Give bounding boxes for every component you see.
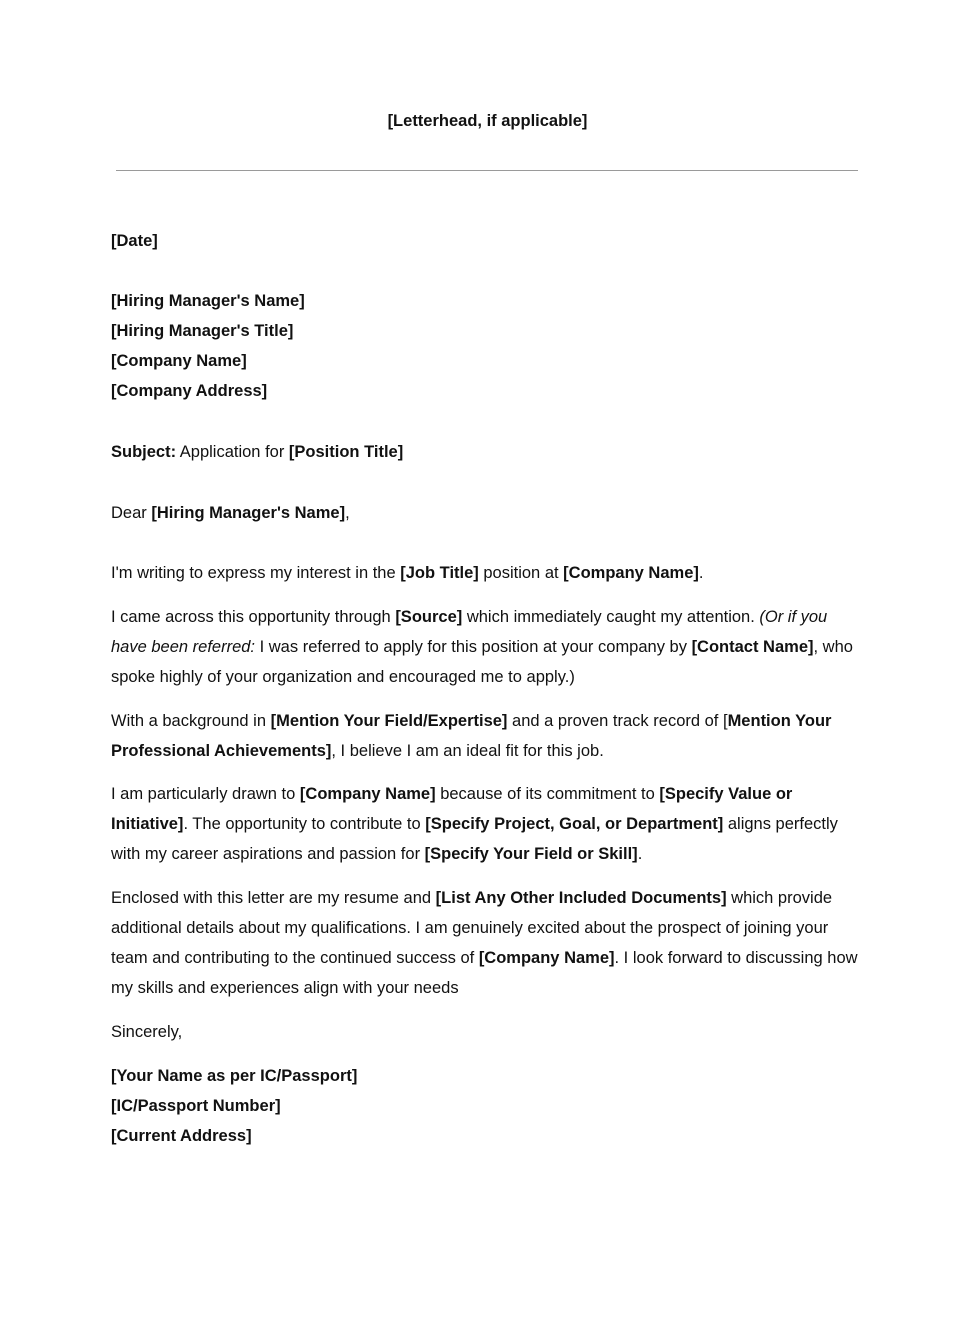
closing-block — [111, 1017, 861, 1047]
paragraph-2 — [111, 602, 861, 692]
salutation-dear: Dear — [111, 504, 152, 522]
p3-text-a: With a background in — [111, 712, 271, 730]
closing: Sincerely, — [111, 1023, 183, 1041]
salutation-name: [Hiring Manager's Name] — [151, 504, 346, 522]
paragraph-1 — [111, 558, 861, 588]
p4-text-e: . — [637, 845, 643, 863]
p3-achievements: Mention Your Professional Achievements] — [111, 712, 832, 760]
p4-company: [Company Name] — [299, 785, 436, 803]
p3-field: [Mention Your Field/Expertise] — [270, 712, 508, 730]
date: [Date] — [111, 232, 158, 250]
p5-text-c: . I look forward to discussing how my skills and experiences align with your needs — [111, 949, 858, 997]
salutation — [111, 498, 861, 528]
subject-text: Application for — [176, 443, 289, 461]
paragraph-4 — [111, 779, 861, 869]
p2-text-b: which immediately caught my attention. — [462, 608, 760, 626]
paragraph-3 — [111, 706, 861, 766]
p5-documents: [List Any Other Included Documents] — [435, 889, 727, 907]
p4-project: [Specify Project, Goal, or Department] — [425, 815, 724, 833]
p4-text-b: because of its commitment to — [435, 785, 660, 803]
recipient-block — [111, 286, 861, 406]
subject-label: Subject: — [111, 443, 177, 461]
p2-source: [Source] — [395, 608, 463, 626]
letterhead: [Letterhead, if applicable] — [387, 112, 588, 130]
recipient-address: [Company Address] — [111, 382, 268, 400]
p4-text-d: aligns perfectly with my career aspirations and passion for — [111, 815, 838, 863]
date-block — [111, 226, 861, 256]
p4-value: [Specify Value or Initiative] — [111, 785, 793, 833]
p2-referred-note: (Or if you have been referred: — [111, 608, 828, 656]
p5-text-b: which provide additional details about my qualifications. I am genuinely excited about the prospect of joining your team and contributing to the continued success of — [111, 889, 833, 967]
salutation-comma: , — [345, 504, 350, 522]
signature-id-number: [IC/Passport Number] — [111, 1097, 281, 1115]
p2-text-d: , who spoke highly of your organization and encouraged me to apply.) — [111, 638, 853, 686]
signature-name: [Your Name as per IC/Passport] — [111, 1067, 358, 1085]
p5-text-a: Enclosed with this letter are my resume and — [111, 889, 436, 907]
p2-text-a: I came across this opportunity through — [111, 608, 396, 626]
signature-block — [111, 1061, 861, 1151]
p4-skill: [Specify Your Field or Skill] — [424, 845, 638, 863]
p5-company: [Company Name] — [478, 949, 615, 967]
recipient-title: [Hiring Manager's Title] — [111, 322, 294, 340]
p3-text-b: and a proven track record of [ — [507, 712, 728, 730]
p1-text-b: position at — [478, 564, 564, 582]
recipient-name: [Hiring Manager's Name] — [111, 292, 305, 310]
p3-text-c: , I believe I am an ideal fit for this job. — [331, 742, 604, 760]
p2-text-c: I was referred to apply for this position at your company by — [255, 638, 692, 656]
recipient-company: [Company Name] — [111, 352, 247, 370]
p1-job-title: [Job Title] — [400, 564, 479, 582]
paragraph-5 — [111, 883, 861, 1003]
p1-company: [Company Name] — [563, 564, 699, 582]
p2-contact: [Contact Name] — [691, 638, 814, 656]
p4-text-c: . The opportunity to contribute to — [183, 815, 426, 833]
p1-text-a: I'm writing to express my interest in the — [111, 564, 401, 582]
p1-text-c: . — [698, 564, 704, 582]
subject-position: [Position Title] — [288, 443, 404, 461]
signature-address: [Current Address] — [111, 1127, 252, 1145]
subject-line — [111, 437, 861, 467]
header-divider — [116, 170, 858, 171]
p4-text-a: I am particularly drawn to — [111, 785, 300, 803]
